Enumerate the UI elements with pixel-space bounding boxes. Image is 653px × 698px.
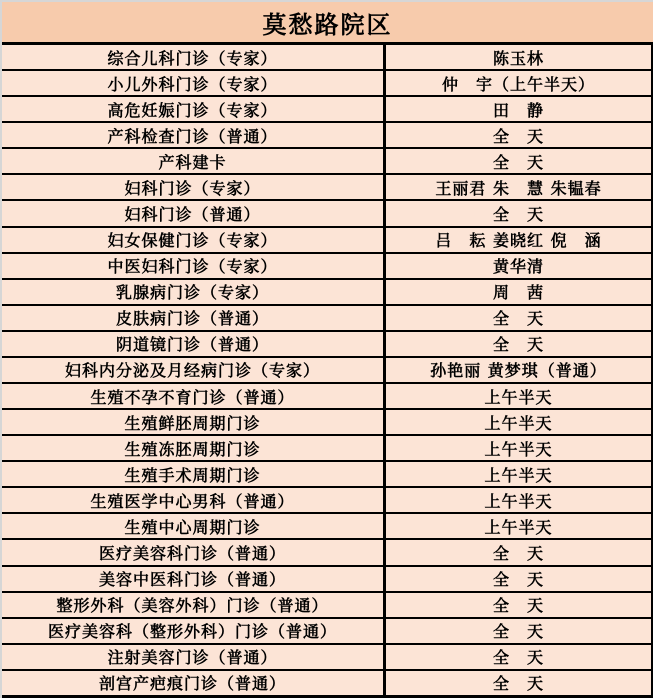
table-row	[2, 123, 653, 149]
table-row	[2, 358, 653, 384]
dept-cell: 妇科门诊（普通）	[2, 201, 386, 225]
schedule-cell: 全 天	[492, 570, 544, 590]
schedule-cell: 上午半天	[484, 439, 553, 459]
schedule-cell: 全 天	[492, 544, 544, 564]
table-row	[2, 384, 653, 410]
table-row	[2, 540, 653, 566]
table-row	[2, 593, 653, 619]
dept-cell: 阴道镜门诊（普通）	[2, 332, 386, 356]
dept-cell: 生殖手术周期门诊	[2, 462, 386, 486]
table-row	[2, 201, 653, 227]
dept-cell: 产科检查门诊（普通）	[2, 123, 386, 147]
schedule-cell: 全 天	[492, 674, 544, 694]
schedule-cell: 全 天	[492, 309, 544, 329]
dept-cell: 生殖鲜胚周期门诊	[2, 410, 386, 434]
dept-cell: 中医妇科门诊（专家）	[2, 254, 386, 278]
table-row	[2, 462, 653, 488]
dept-cell: 皮肤病门诊（普通）	[2, 306, 386, 330]
dept-cell: 高危妊娠门诊（专家）	[2, 97, 386, 121]
dept-cell: 小儿外科门诊（专家）	[2, 71, 386, 95]
schedule-cell: 全 天	[492, 152, 544, 172]
schedule-cell: 田 静	[492, 100, 544, 120]
dept-cell: 妇科内分泌及月经病门诊（专家）	[2, 358, 386, 382]
schedule-cell: 王丽君 朱 慧 朱韫春	[435, 178, 602, 198]
schedule-cell: 全 天	[492, 622, 544, 642]
schedule-cell: 全 天	[492, 648, 544, 668]
table-row	[2, 280, 653, 306]
dept-cell: 妇女保健门诊（专家）	[2, 228, 386, 252]
table-row	[2, 228, 653, 254]
schedule-cell: 孙艳丽 黄梦琪（普通）	[430, 361, 607, 381]
dept-cell: 生殖医学中心男科（普通）	[2, 488, 386, 512]
table-row	[2, 488, 653, 514]
table-row	[2, 332, 653, 358]
schedule-cell: 上午半天	[484, 387, 553, 407]
table-row	[2, 45, 653, 71]
dept-cell: 剖宫产疤痕门诊（普通）	[2, 671, 386, 695]
dept-cell: 生殖冻胚周期门诊	[2, 436, 386, 460]
table-row	[2, 436, 653, 462]
table-row	[2, 671, 653, 698]
table-row	[2, 410, 653, 436]
schedule-cell: 陈玉林	[492, 48, 544, 68]
table-row	[2, 645, 653, 671]
dept-cell: 乳腺病门诊（专家）	[2, 280, 386, 304]
dept-cell: 生殖中心周期门诊	[2, 514, 386, 538]
schedule-cell: 上午半天	[484, 465, 553, 485]
table-row	[2, 254, 653, 280]
dept-cell: 产科建卡	[2, 149, 386, 173]
schedule-cell: 周 茜	[492, 283, 544, 303]
table-row	[2, 175, 653, 201]
schedule-cell: 上午半天	[484, 517, 553, 537]
schedule-cell: 吕 耘 姜晓红 倪 涵	[435, 231, 602, 251]
schedule-cell: 全 天	[492, 596, 544, 616]
schedule-cell: 仲 宇（上午半天）	[441, 74, 595, 94]
table-row	[2, 514, 653, 540]
dept-cell: 注射美容门诊（普通）	[2, 645, 386, 669]
schedule-cell: 全 天	[492, 205, 544, 224]
table-row	[2, 149, 653, 175]
dept-cell: 医疗美容科（整形外科）门诊（普通）	[2, 619, 386, 643]
schedule-cell: 上午半天	[484, 413, 553, 433]
schedule-cell: 全 天	[492, 335, 544, 355]
dept-cell: 生殖不孕不育门诊（普通）	[2, 384, 386, 408]
table-row	[2, 97, 653, 123]
table-row	[2, 306, 653, 332]
schedule-cell: 黄华清	[492, 257, 544, 277]
table-row	[2, 567, 653, 593]
schedule-table	[2, 45, 653, 698]
schedule-cell: 全 天	[492, 126, 544, 146]
table-row	[2, 71, 653, 97]
dept-cell: 整形外科（美容外科）门诊（普通）	[2, 593, 386, 617]
dept-cell: 综合儿科门诊（专家）	[2, 45, 386, 69]
dept-cell: 美容中医科门诊（普通）	[2, 567, 386, 591]
campus-title: 莫愁路院区	[2, 2, 653, 45]
dept-cell: 医疗美容科门诊（普通）	[2, 540, 386, 564]
schedule-cell: 上午半天	[484, 491, 553, 511]
dept-cell: 妇科门诊（专家）	[2, 175, 386, 199]
table-row	[2, 619, 653, 645]
